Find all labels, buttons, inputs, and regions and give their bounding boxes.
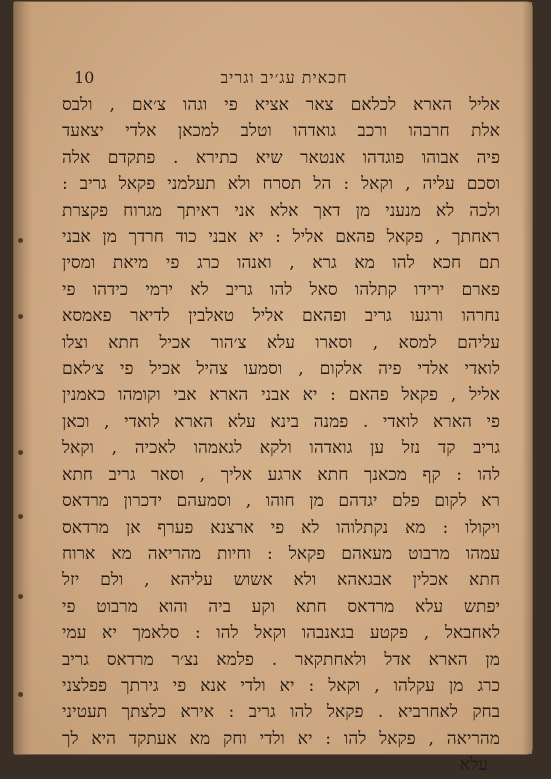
binding-stitch	[18, 514, 23, 519]
text-line: מן הארא אדל ולאחתקאר . פלמא נצ׳ר מרדאס גריב	[62, 649, 500, 670]
text-line: רא לקום פלם יגדהם מן חוהו , וסמעהם ידכרון מרדאס	[62, 491, 500, 512]
page-header	[74, 68, 494, 94]
binding-stitch	[18, 692, 23, 697]
running-title: חכאית עג׳יב וגריב	[220, 68, 348, 87]
text-line: אליל , פקאל פהאם : יא אבני הארא אבי וקומהו כאמנין	[62, 385, 500, 406]
text-line: עמהו מרבוט מעאהם פקאל : וחיות מהריאה מא ארוח	[62, 543, 500, 564]
body-text	[62, 92, 500, 779]
text-line: בחק לאחרביא . פקאל להו גריב : אירא כלצתך תעטיני	[62, 702, 500, 723]
text-line: פארם ירידו קתלהו סאל להו גריב לא ירמי כידהו פי	[62, 279, 500, 300]
text-line: וסכם עליה , וקאל : הל תסרח ולא תעלמני פקאל גריב :	[62, 174, 500, 195]
text-line: ולכה לא מנעני מן דאך אלא אני ראיתך מגרוח פקצרת	[62, 200, 500, 221]
text-line: כרג מן עקלהו , וקאל : יא ולדי אנא פי גירתך פפלצני	[62, 675, 500, 696]
text-line: פיה אבוהו פוגדהו אנטאר שיא כתירא . פתקדם אלה	[62, 147, 500, 168]
binding-edge	[14, 2, 32, 754]
binding-stitch	[18, 238, 23, 243]
text-line: חתא אכלין אבגאהא ולא אשוש עליהא , ולם יזל	[62, 570, 500, 591]
text-line: לאחבאל , פקטע בגאנבהו וקאל להו : סלאמך יא עמי	[62, 623, 500, 644]
text-line: נחרהו ורגעו גריב ופהאם אליל טאלבין לדיאר פאמסא	[62, 306, 500, 327]
text-line: תם חכא להו מא גרא , ואנהו כרג פי מיאת ומסין	[62, 253, 500, 274]
text-line: יפתש עלא מרדאס חתא וקע ביה והוא מרבוט פי	[62, 596, 500, 617]
text-line: מהריאה , פקאל להו : יא ולדי וחק מא אעתקד היא לך	[62, 728, 500, 749]
text-line: להו : קף מכאנך חתא ארגע אליך , וסאר גריב חתא	[62, 464, 500, 485]
text-line: גריב קד נזל ען גואדהו ולקא לגאמהו לאכיה , וקאל	[62, 438, 500, 459]
catchword: עלא	[459, 755, 488, 776]
page-right-edge	[522, 2, 532, 754]
book-page	[14, 2, 532, 776]
page-number: 10	[74, 68, 95, 87]
binding-stitch	[18, 594, 23, 599]
binding-stitch	[18, 314, 23, 319]
binding-stitch	[18, 450, 23, 455]
text-line: לואדי אלדי פיה אלקום , וסמעו צהיל אכיל פי צ׳לאם	[62, 359, 500, 380]
text-line: אליל הארא לכלאם צאר אציא פי וגהו צ׳אם , ולבס	[62, 95, 500, 115]
text-line: עליהם למסא , וסארו עלא צ׳הור אכיל חתא וצלו	[62, 332, 500, 353]
text-line: פי הארא לואדי . פמנה בינא עלא הארא לואדי , וכאן	[62, 411, 500, 432]
text-line: ראחתך , פקאל פהאם אליל : יא אבני כוד חרדך מן אבני	[62, 227, 500, 248]
text-line: ויקולו : מא נקתלוהו לא פי ארצנא פערף אן מרדאס	[62, 517, 500, 538]
text-line: אלת חרבהו ורכב גואדהו וטלב למכאן אלדי יצאעד	[62, 121, 500, 142]
